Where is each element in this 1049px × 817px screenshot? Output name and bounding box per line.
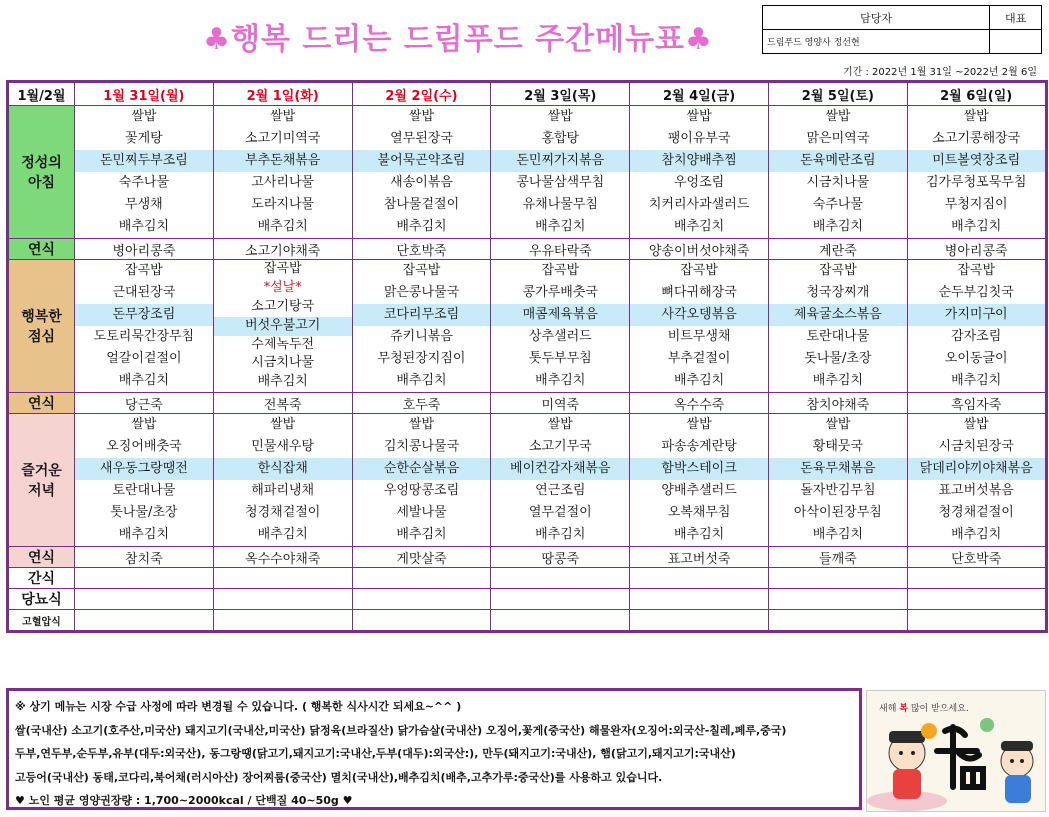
meal-cell-dinner <box>75 414 214 547</box>
dish-item: 잡곡밥 <box>541 263 580 278</box>
porridge-cell: 양송이버섯야채죽 <box>630 239 769 260</box>
dish-item: 톳나물/초장 <box>110 505 178 521</box>
dish-item: 김치콩나물국 <box>383 439 460 455</box>
porridge-label: 연식 <box>8 393 75 414</box>
note-line: 쌀(국내산) 소고기(호주산,미국산) 돼지고기(국내산,미국산) 닭정육(브라질산) 닭가슴살(국내산) 오징어,꽃게(중국산) 해물완자(오징어:외국산-칠레,페루,중국) <box>15 723 787 737</box>
dish-item: 배추김치 <box>396 527 447 543</box>
porridge-cell: 단호박죽 <box>907 547 1046 568</box>
dish-item: 쌀밥 <box>825 417 851 433</box>
meal-cell-lunch <box>768 260 907 393</box>
empty-cell <box>491 610 630 632</box>
dish-item: 치커리사과샐러드 <box>648 197 750 212</box>
meal-cell-breakfast <box>213 106 352 239</box>
porridge-cell: 옥수수죽 <box>630 393 769 414</box>
meal-cell-lunch <box>630 260 769 393</box>
meal-cell-dinner <box>352 414 491 547</box>
dish-item: 톳두부무침 <box>528 351 592 366</box>
meal-cell-lunch <box>352 260 491 393</box>
dish-item: 토란대나물 <box>806 329 870 344</box>
empty-cell <box>630 568 769 589</box>
meal-cell-dinner <box>491 414 630 547</box>
porridge-cell: 병아리콩죽 <box>75 239 214 260</box>
dish-item: 쌀밥 <box>963 417 989 433</box>
greeting-text: 새해 복 많이 받으세요. <box>879 704 969 714</box>
dish-item: 콩가루배춧국 <box>522 285 598 300</box>
dish-item: 소고기탕국 <box>251 298 315 314</box>
dish-item: 돗나물/초장 <box>804 351 872 366</box>
dish-item: 배추김치 <box>257 219 308 234</box>
empty-cell <box>768 568 907 589</box>
porridge-cell: 우유타락죽 <box>491 239 630 260</box>
meal-label-lunch: 행복한 점심 <box>8 260 75 393</box>
empty-cell <box>491 589 630 610</box>
dish-item: 세발나물 <box>396 505 447 521</box>
dish-item: 부추겉절이 <box>667 351 731 366</box>
dish-item: 열무된장국 <box>390 131 453 146</box>
meal-cell-breakfast <box>352 106 491 239</box>
bok-character-illustration <box>867 691 1045 811</box>
dish-item: 감자조림 <box>951 329 1002 344</box>
dish-item: 청국장찌개 <box>806 285 870 300</box>
dish-item: 쌀밥 <box>686 417 712 433</box>
dish-item: 새송이볶음 <box>390 175 453 190</box>
empty-cell <box>213 568 352 589</box>
porridge-label: 연식 <box>8 547 75 568</box>
dish-item: 쌀밥 <box>131 109 157 124</box>
dish-item: 김가루청포묵무침 <box>925 175 1027 190</box>
new-year-illustration <box>866 690 1046 812</box>
porridge-cell: 표고버섯죽 <box>630 547 769 568</box>
empty-cell <box>352 589 491 610</box>
row-label-snack: 간식 <box>8 568 75 589</box>
dish-item: 근대된장국 <box>112 285 176 300</box>
porridge-cell: 계란죽 <box>768 239 907 260</box>
empty-cell <box>352 568 491 589</box>
porridge-cell: 미역죽 <box>491 393 630 414</box>
empty-cell <box>907 589 1046 610</box>
dish-item: 해파리냉채 <box>251 483 315 499</box>
dish-item: 파송송계란탕 <box>661 439 737 455</box>
dish-item: 한식잡채 <box>214 458 352 480</box>
meal-cell-dinner <box>768 414 907 547</box>
dish-item: 순한순살볶음 <box>353 458 491 480</box>
dish-item: 배추김치 <box>535 527 586 543</box>
day-header: 2월 2일(수) <box>352 82 491 106</box>
day-header: 1월 31일(월) <box>75 82 214 106</box>
approval-ceo-signature <box>990 30 1042 54</box>
dish-item: 유채나물무침 <box>522 197 598 212</box>
porridge-cell: 참치야채죽 <box>768 393 907 414</box>
dish-item: 오이동글이 <box>944 351 1008 366</box>
dish-item: 도라지나물 <box>251 197 315 212</box>
dish-item: 청경채겉절이 <box>938 505 1014 521</box>
dish-item: 제육굴소스볶음 <box>769 304 907 326</box>
dish-item: 닭데리야끼야채볶음 <box>908 458 1045 480</box>
note-line: 두부,연두부,순두부,유부(대두:외국산), 동그랑땡(닭고기,돼지고기:국내산,두부(대두):외국산:), 만두(돼지고기:국내산), 햄(닭고기,돼지고기:국내산) <box>15 747 736 760</box>
dish-item: 쌀밥 <box>270 417 296 433</box>
dish-item: 비트무생채 <box>667 329 731 344</box>
dish-item: 연근조림 <box>535 483 586 499</box>
empty-cell <box>630 589 769 610</box>
dish-item: 열무겉절이 <box>528 505 592 521</box>
dish-item: 잡곡밥 <box>402 263 441 278</box>
empty-cell <box>768 589 907 610</box>
dish-item: 돈육메란조림 <box>769 150 907 172</box>
dish-item: 시금치나물 <box>251 355 315 371</box>
period-text: 기간 : 2022년 1월 31일 ~2022년 2월 6일 <box>843 67 1037 78</box>
empty-cell <box>75 589 214 610</box>
dish-item: 가지미구이 <box>908 304 1045 326</box>
dish-item: 얼갈이겉절이 <box>106 351 182 366</box>
dish-item: 돌자반김무침 <box>800 483 876 499</box>
meal-cell-breakfast <box>768 106 907 239</box>
dish-item: 무청지짐이 <box>944 197 1008 212</box>
dish-item: 청경채겉절이 <box>245 505 321 521</box>
empty-cell <box>75 610 214 632</box>
dish-item: 배추김치 <box>535 373 586 388</box>
empty-cell <box>213 589 352 610</box>
empty-cell <box>768 610 907 632</box>
meal-cell-lunch <box>907 260 1046 393</box>
dish-item: 참나물겉절이 <box>383 197 460 212</box>
meal-cell-breakfast <box>491 106 630 239</box>
dish-item: 표고버섯볶음 <box>938 483 1014 499</box>
corner-cell: 1월/2월 <box>8 82 75 106</box>
day-header: 2월 4일(금) <box>630 82 769 106</box>
meal-cell-dinner <box>213 414 352 547</box>
dish-item: 오복채무침 <box>667 505 731 521</box>
dish-item: 황태뭇국 <box>812 439 863 455</box>
porridge-cell: 땅콩죽 <box>491 547 630 568</box>
page-title: ♣행복 드리는 드림푸드 주간메뉴표♣ <box>203 22 713 57</box>
row-label-diabetic: 당뇨식 <box>8 589 75 610</box>
dish-item: 배추김치 <box>812 373 863 388</box>
note-line: ♥ 노인 평균 영양권장량 : 1,700~2000kcal / 단백질 40~50g ♥ <box>15 794 353 807</box>
day-header: 2월 3일(목) <box>491 82 630 106</box>
dish-item: 고사리나물 <box>251 175 315 190</box>
weekly-menu-table <box>6 80 1048 633</box>
dish-item: 도토리묵간장무침 <box>93 329 195 344</box>
dish-item: 꽃게탕 <box>125 131 163 146</box>
meal-label-breakfast: 정성의 아침 <box>8 106 75 239</box>
dish-item: 배추김치 <box>257 527 308 543</box>
meal-label-dinner: 즐거운 저녁 <box>8 414 75 547</box>
dish-item: 아삭이된장무침 <box>793 505 882 521</box>
dish-item: 시금치나물 <box>806 175 870 190</box>
porridge-cell: 당근죽 <box>75 393 214 414</box>
dish-item: 맑은미역국 <box>806 131 870 146</box>
dish-item: 수제녹두전 <box>251 336 315 352</box>
dish-item: 배추김치 <box>118 373 170 388</box>
dish-item: 순두부김칫국 <box>938 285 1014 300</box>
note-line: 고등어(국내산) 동태,코다리,북어채(러시아산) 장어찌룸(중국산) 멸치(국내산),배추김치(배추,고추가루:중국산)를 사용하고 있습니다. <box>15 770 663 784</box>
dish-item: 무생채 <box>125 197 163 212</box>
dish-item: 배추김치 <box>673 373 725 388</box>
dish-item: 시금치된장국 <box>938 439 1014 455</box>
porridge-cell: 흑임자죽 <box>907 393 1046 414</box>
dish-item: 돈민찌가지볶음 <box>491 150 629 172</box>
dish-item: 새우동그랑땡전 <box>75 458 213 480</box>
meal-cell-breakfast <box>75 106 214 239</box>
dish-item: 부추돈채볶음 <box>214 150 352 172</box>
dish-item: 배추김치 <box>396 373 447 388</box>
day-header: 2월 6일(일) <box>907 82 1046 106</box>
empty-cell <box>213 610 352 632</box>
dish-item: 쌀밥 <box>408 417 435 433</box>
dish-item: 매콤제육볶음 <box>491 304 629 326</box>
dish-item: 돈민찌두부조림 <box>75 150 213 172</box>
dish-item: 뼈다귀해장국 <box>661 285 737 300</box>
dish-item: 배추김치 <box>951 219 1002 234</box>
dish-item: 코다리무조림 <box>353 304 491 326</box>
empty-cell <box>907 568 1046 589</box>
dish-item: 쌀밥 <box>963 109 989 124</box>
dish-item: 민물새우탕 <box>251 439 315 455</box>
dish-item: 배추김치 <box>673 527 725 543</box>
day-header: 2월 5일(토) <box>768 82 907 106</box>
note-line: ※ 상기 메뉴는 시장 수급 사정에 따라 변경될 수 있습니다. ( 행복한 식사시간 되세요~^^ ) <box>15 700 462 713</box>
meal-cell-lunch <box>75 260 214 393</box>
dish-item: 버섯우불고기 <box>214 317 352 336</box>
dish-item: 배추김치 <box>535 219 586 234</box>
approval-box <box>762 5 1042 54</box>
dish-item: 배추김치 <box>396 219 447 234</box>
porridge-cell: 옥수수야채죽 <box>213 547 352 568</box>
meal-cell-breakfast <box>907 106 1046 239</box>
dish-item: 배추김치 <box>812 527 863 543</box>
dish-item: 숙주나물 <box>118 175 170 190</box>
dish-item: 불어묵곤약조림 <box>353 150 491 172</box>
day-header: 2월 1일(화) <box>213 82 352 106</box>
dish-item: 쌀밥 <box>825 109 851 124</box>
dish-item: 콩나물삼색무침 <box>516 175 605 190</box>
dish-item: 소고기콩해장국 <box>932 131 1021 146</box>
dish-item: 토란대나물 <box>112 483 176 499</box>
empty-cell <box>491 568 630 589</box>
porridge-cell: 단호박죽 <box>352 239 491 260</box>
dish-item: 쌀밥 <box>686 109 712 124</box>
approval-header-ceo: 대표 <box>990 6 1042 30</box>
dish-item: 쥬키니볶음 <box>390 329 453 344</box>
dish-item: 베이컨감자채볶음 <box>491 458 629 480</box>
dish-item: 쌀밥 <box>270 109 296 124</box>
dish-item: 오징어배춧국 <box>106 439 182 455</box>
dish-item: 숙주나물 <box>812 197 863 212</box>
dish-item: 우엉땅콩조림 <box>383 483 460 499</box>
dish-item: 잡곡밥 <box>957 263 996 278</box>
porridge-cell: 소고기야채죽 <box>213 239 352 260</box>
dish-item: *설날* <box>263 279 302 295</box>
dish-item: 배추김치 <box>118 527 170 543</box>
dish-item: 참치양배추찜 <box>630 150 768 172</box>
empty-cell <box>352 610 491 632</box>
dish-item: 돈무장조림 <box>75 304 213 326</box>
row-label-hypertension: 고혈압식 <box>8 610 75 632</box>
dish-item: 무청된장지짐이 <box>377 351 466 366</box>
dish-item: 쌀밥 <box>131 417 157 433</box>
meal-cell-dinner <box>907 414 1046 547</box>
dish-item: 우엉조림 <box>673 175 725 190</box>
dish-item: 쌀밥 <box>547 417 573 433</box>
meal-cell-dinner <box>630 414 769 547</box>
dish-item: 잡곡밥 <box>263 261 302 276</box>
meal-cell-breakfast <box>630 106 769 239</box>
empty-cell <box>630 610 769 632</box>
dish-item: 돈육무채볶음 <box>769 458 907 480</box>
dish-item: 미트볼엿장조림 <box>908 150 1045 172</box>
porridge-cell: 참치죽 <box>75 547 214 568</box>
dish-item: 양배추샐러드 <box>661 483 737 499</box>
dish-item: 맑은콩나물국 <box>383 285 460 300</box>
dish-item: 쌀밥 <box>408 109 435 124</box>
empty-cell <box>907 610 1046 632</box>
dish-item: 사각오뎅볶음 <box>630 304 768 326</box>
dish-item: 함박스테이크 <box>630 458 768 480</box>
porridge-cell: 게맛살죽 <box>352 547 491 568</box>
approval-header-manager: 담당자 <box>763 6 990 30</box>
dish-item: 소고기미역국 <box>245 131 321 146</box>
approval-manager-name: 드림푸드 영양사 정선현 <box>763 30 990 54</box>
notes-box <box>6 688 862 810</box>
dish-item: 잡곡밥 <box>680 263 718 278</box>
dish-item: 쌀밥 <box>547 109 573 124</box>
porridge-label: 연식 <box>8 239 75 260</box>
dish-item: 소고기무국 <box>528 439 592 455</box>
porridge-cell: 전복죽 <box>213 393 352 414</box>
porridge-cell: 병아리콩죽 <box>907 239 1046 260</box>
dish-item: 잡곡밥 <box>125 263 163 278</box>
dish-item: 배추김치 <box>257 374 308 390</box>
dish-item: 배추김치 <box>118 219 170 234</box>
dish-item: 잡곡밥 <box>819 263 857 278</box>
dish-item: 배추김치 <box>951 373 1002 388</box>
porridge-cell: 들깨죽 <box>768 547 907 568</box>
dish-item: 홍합탕 <box>541 131 580 146</box>
dish-item: 배추김치 <box>673 219 725 234</box>
dish-item: 상추샐러드 <box>528 329 592 344</box>
empty-cell <box>75 568 214 589</box>
dish-item: 배추김치 <box>951 527 1002 543</box>
meal-cell-lunch <box>491 260 630 393</box>
dish-item: 배추김치 <box>812 219 863 234</box>
meal-cell-lunch <box>213 260 352 393</box>
dish-item: 팽이유부국 <box>667 131 731 146</box>
porridge-cell: 호두죽 <box>352 393 491 414</box>
